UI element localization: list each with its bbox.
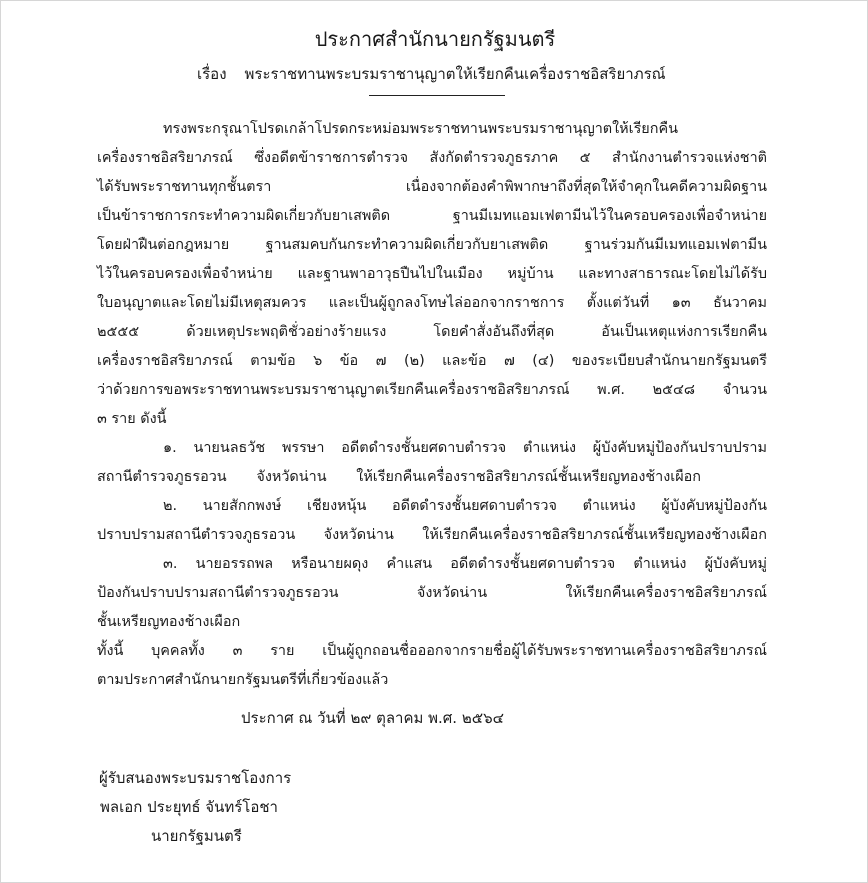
signatory-position: นายกรัฐมนตรี (151, 827, 242, 845)
countersign-label: ผู้รับสนองพระบรมราชโองการ (99, 769, 292, 787)
announcement-title: ประกาศสำนักนายกรัฐมนตรี (314, 27, 556, 51)
body-line: ได้รับพระราชทานทุกชั้นตรา เนื่องจากต้องคำพิพากษาถึงที่สุดให้จำคุกในคดีความผิดฐาน (97, 179, 767, 195)
subject-text: พระราชทานพระบรมราชานุญาตให้เรียกคืนเครื่องราชอิสริยาภรณ์ (244, 65, 666, 83)
title-divider (369, 95, 505, 96)
body-line: เครื่องราชอิสริยาภรณ์ ตามข้อ ๖ ข้อ ๗ (๒) และข้อ ๗ (๔) ของระเบียบสำนักนายกรัฐมนตรี (97, 353, 767, 369)
list-item-3-line: ชั้นเหรียญทองช้างเผือก (97, 614, 241, 630)
announcement-date: ประกาศ ณ วันที่ ๒๙ ตุลาคม พ.ศ. ๒๕๖๔ (241, 709, 504, 727)
closing-line: ทั้งนี้ บุคคลทั้ง ๓ ราย เป็นผู้ถูกถอนชื่อออกจากรายชื่อผู้ได้รับพระราชทานเครื่องราชอิสริยาภรณ์ (97, 643, 767, 659)
body-line: ๓ ราย ดังนี้ (97, 411, 167, 427)
subject-label: เรื่อง (197, 65, 227, 83)
announcement-subject (197, 63, 666, 85)
list-item-2-line: ปราบปรามสถานีตำรวจภูธรอวน จังหวัดน่าน ให้เรียกคืนเครื่องราชอิสริยาภรณ์ชั้นเหรียญทองช้างเผือก (97, 527, 767, 543)
signatory-name: พลเอก ประยุทธ์ จันทร์โอชา (100, 798, 278, 816)
list-item-1-line: ๑. นายนลธวัช พรรษา อดีตดำรงชั้นยศดาบตำรวจ ตำแหน่ง ผู้บังคับหมู่ป้องกันปราบปราม (163, 440, 767, 456)
list-item-3-line: ป้องกันปราบปรามสถานีตำรวจภูธรอวน จังหวัดน่าน ให้เรียกคืนเครื่องราชอิสริยาภรณ์ (97, 585, 767, 601)
list-item-3-line: ๓. นายอรรถพล หรือนายผดุง คำแสน อดีตดำรงชั้นยศดาบตำรวจ ตำแหน่ง ผู้บังคับหมู่ (163, 556, 767, 572)
body-line: ๒๕๕๕ ด้วยเหตุประพฤติชั่วอย่างร้ายแรง โดยคำสั่งอันถึงที่สุด อันเป็นเหตุแห่งการเรียกคืน (97, 324, 767, 340)
body-line: เป็นข้าราชการกระทำความผิดเกี่ยวกับยาเสพติด ฐานมีเมทแอมเฟตามีนไว้ในครอบครองเพื่อจำหน่าย (97, 208, 767, 224)
body-line: ว่าด้วยการขอพระราชทานพระบรมราชานุญาตเรียกคืนเครื่องราชอิสริยาภรณ์ พ.ศ. ๒๕๔๘ จำนวน (97, 382, 767, 398)
closing-line: ตามประกาศสำนักนายกรัฐมนตรีที่เกี่ยวข้องแล้ว (97, 672, 389, 688)
list-item-1-line: สถานีตำรวจภูธรอวน จังหวัดน่าน ให้เรียกคืนเครื่องราชอิสริยาภรณ์ชั้นเหรียญทองช้างเผือก (97, 469, 701, 485)
body-line: ใบอนุญาตและโดยไม่มีเหตุสมควร และเป็นผู้ถูกลงโทษไล่ออกจากราชการ ตั้งแต่วันที่ ๑๓ ธันวาคม (97, 295, 767, 311)
body-line: ทรงพระกรุณาโปรดเกล้าโปรดกระหม่อมพระราชทานพระบรมราชานุญาตให้เรียกคืน (163, 121, 678, 137)
body-line: โดยฝ่าฝืนต่อกฎหมาย ฐานสมคบกันกระทำความผิดเกี่ยวกับยาเสพติด ฐานร่วมกันมีเมทแอมเฟตามีน (97, 237, 767, 253)
list-item-2-line: ๒. นายสักกพงษ์ เชียงหนุ้น อดีตดำรงชั้นยศดาบตำรวจ ตำแหน่ง ผู้บังคับหมู่ป้องกัน (163, 498, 767, 514)
body-line: เครื่องราชอิสริยาภรณ์ ซึ่งอดีตข้าราชการตำรวจ สังกัดตำรวจภูธรภาค ๕ สำนักงานตำรวจแห่งชาติ (97, 150, 767, 166)
body-line: ไว้ในครอบครองเพื่อจำหน่าย และฐานพาอาวุธปืนไปในเมือง หมู่บ้าน และทางสาธารณะโดยไม่ได้รับ (97, 266, 767, 282)
